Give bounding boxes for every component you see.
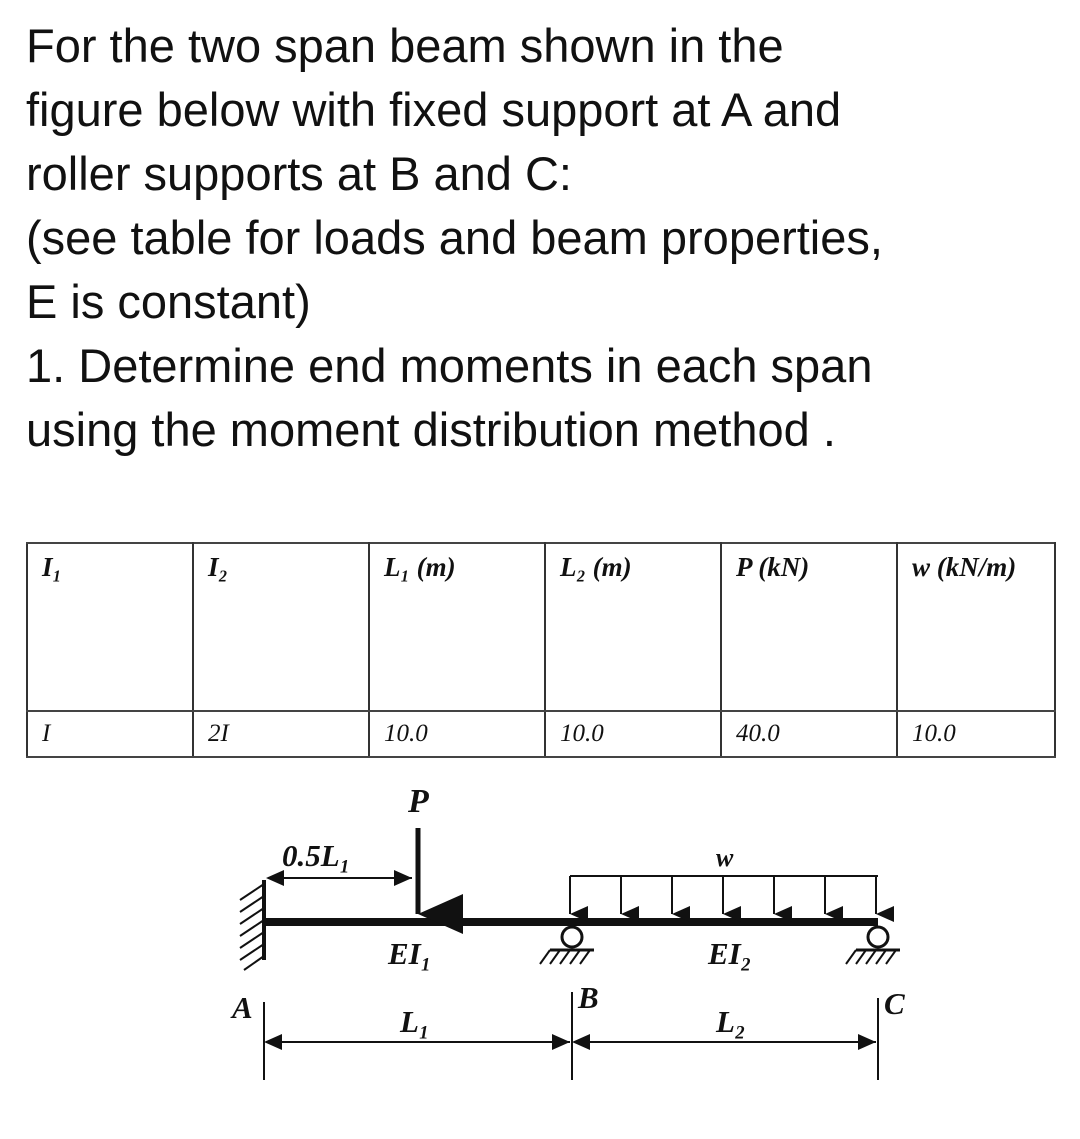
value-cell-l1: 10.0 xyxy=(369,711,545,757)
span2-stiffness-label: EI₂ xyxy=(708,936,752,971)
value-cell-i2: 2I xyxy=(193,711,369,757)
table-row xyxy=(27,711,1055,757)
value-cell-p: 40.0 xyxy=(721,711,897,757)
header-cell-l1: L₁ (m) xyxy=(369,543,545,711)
problem-line: roller supports at B and C: xyxy=(26,147,572,200)
value-cell-i1: I xyxy=(27,711,193,757)
table-header-row xyxy=(27,543,1055,711)
problem-line: figure below with fixed support at A and xyxy=(26,83,842,136)
support-label-a: A xyxy=(232,990,253,1025)
header-cell-w: w (kN/m) xyxy=(897,543,1055,711)
support-label-c: C xyxy=(884,986,905,1021)
roller-support-b xyxy=(540,927,594,964)
problem-line: using the moment distribution method . xyxy=(26,403,836,456)
properties-table xyxy=(26,542,1056,758)
beam-diagram xyxy=(0,760,1080,1139)
roller-support-c xyxy=(846,927,900,964)
problem-line: 1. Determine end moments in each span xyxy=(26,339,873,392)
value-cell-w: 10.0 xyxy=(897,711,1055,757)
beam xyxy=(264,918,878,926)
header-cell-i1: I₁ xyxy=(27,543,193,711)
header-cell-i2: I₂ xyxy=(193,543,369,711)
offset-label: 0.5L₁ xyxy=(282,838,351,873)
value-cell-l2: 10.0 xyxy=(545,711,721,757)
header-cell-p: P (kN) xyxy=(721,543,897,711)
span1-length-label: L₁ xyxy=(400,1004,430,1039)
header-cell-l2: L₂ (m) xyxy=(545,543,721,711)
problem-line: (see table for loads and beam properties, xyxy=(26,211,883,264)
support-label-b: B xyxy=(578,980,599,1015)
udl-label-w: w xyxy=(716,843,734,872)
problem-statement xyxy=(26,14,1066,462)
problem-line: For the two span beam shown in the xyxy=(26,19,784,72)
span2-length-label: L₂ xyxy=(716,1004,746,1039)
distributed-load xyxy=(570,876,878,914)
fixed-support-a xyxy=(240,880,264,970)
load-label-p: P xyxy=(408,783,429,820)
problem-line: E is constant) xyxy=(26,275,311,328)
span1-stiffness-label: EI₁ xyxy=(388,936,432,971)
